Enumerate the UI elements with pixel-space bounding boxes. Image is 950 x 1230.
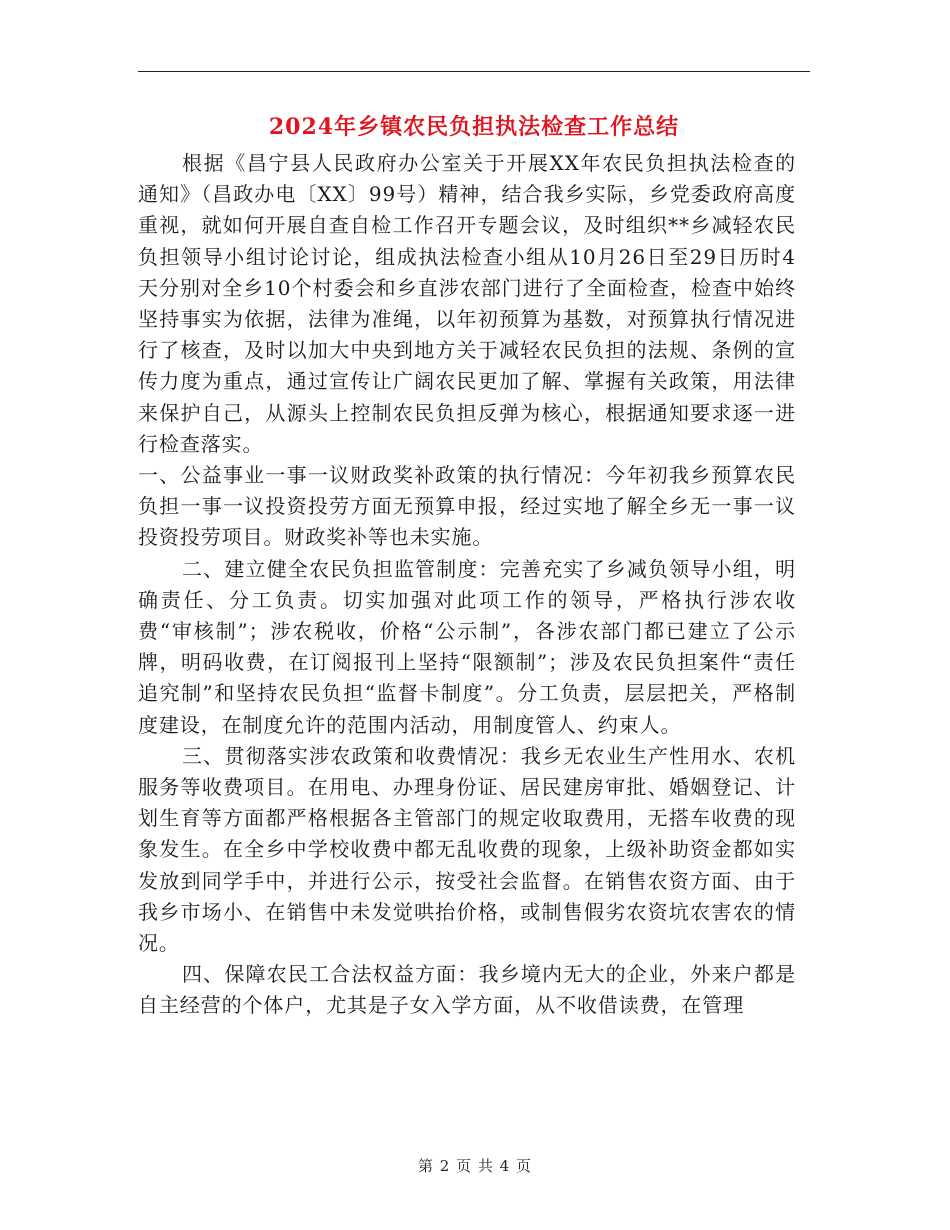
paragraph-section-2: 二、建立健全农民负担监管制度：完善充实了乡减负领导小组，明确责任、分工负责。切实加强对此项工作的领导，严格执行涉农收费“审核制”；涉农税收，价格“公示制”，各涉农部门都已建立了公示牌，明码收费，在订阅报刊上坚持“限额制”；涉及农民负担案件“责任追究制”和坚持农民负担“监督卡制度”。分工负责，层层把关，严格制度建设，在制度允许的范围内活动，用制度管人、约束人。 bbox=[138, 556, 796, 737]
paragraph-section-4: 四、保障农民工合法权益方面：我乡境内无大的企业，外来户都是自主经营的个体户，尤其是子女入学方面，从不收借读费，在管理 bbox=[138, 962, 796, 1018]
document-title: 2024年乡镇农民负担执法检查工作总结 bbox=[268, 114, 680, 140]
page-number: 第 2 页 共 4 页 bbox=[418, 1157, 532, 1175]
document-body bbox=[138, 148, 796, 1022]
paragraph-section-3: 三、贯彻落实涉农政策和收费情况：我乡无农业生产性用水、农机服务等收费项目。在用电、办理身份证、居民建房审批、婚姻登记、计划生育等方面都严格根据各主管部门的规定收取费用，无搭车收费的现象发生。在全乡中学校收费中都无乱收费的现象，上级补助资金都如实发放到同学手中，并进行公示，按受社会监督。在销售农资方面、由于我乡市场小、在销售中未发觉哄抬价格，或制售假劣农资坑农害农的情况。 bbox=[138, 743, 796, 956]
header-rule bbox=[138, 71, 810, 72]
paragraph-section-1: 一、公益事业一事一议财政奖补政策的执行情况：今年初我乡预算农民负担一事一议投资投劳方面无预算申报，经过实地了解全乡无一事一议投资投劳项目。财政奖补等也未实施。 bbox=[138, 463, 796, 550]
paragraph-intro: 根据《昌宁县人民政府办公室关于开展XX年农民负担执法检查的通知》（昌政办电〔XX〕99号）精神，结合我乡实际，乡党委政府高度重视，就如何开展自查自检工作召开专题会议，及时组织**乡减轻农民负担领导小组讨论讨论，组成执法检查小组从10月26日至29日历时4天分别对全乡10个村委会和乡直涉农部门进行了全面检查，检查中始终坚持事实为依据，法律为准绳，以年初预算为基数，对预算执行情况进行了核查，及时以加大中央到地方关于减轻农民负担的法规、条例的宣传力度为重点，通过宣传让广阔农民更加了解、掌握有关政策，用法律来保护自己，从源头上控制农民负担反弹为核心，根据通知要求逐一进行检查落实。 bbox=[138, 151, 796, 456]
